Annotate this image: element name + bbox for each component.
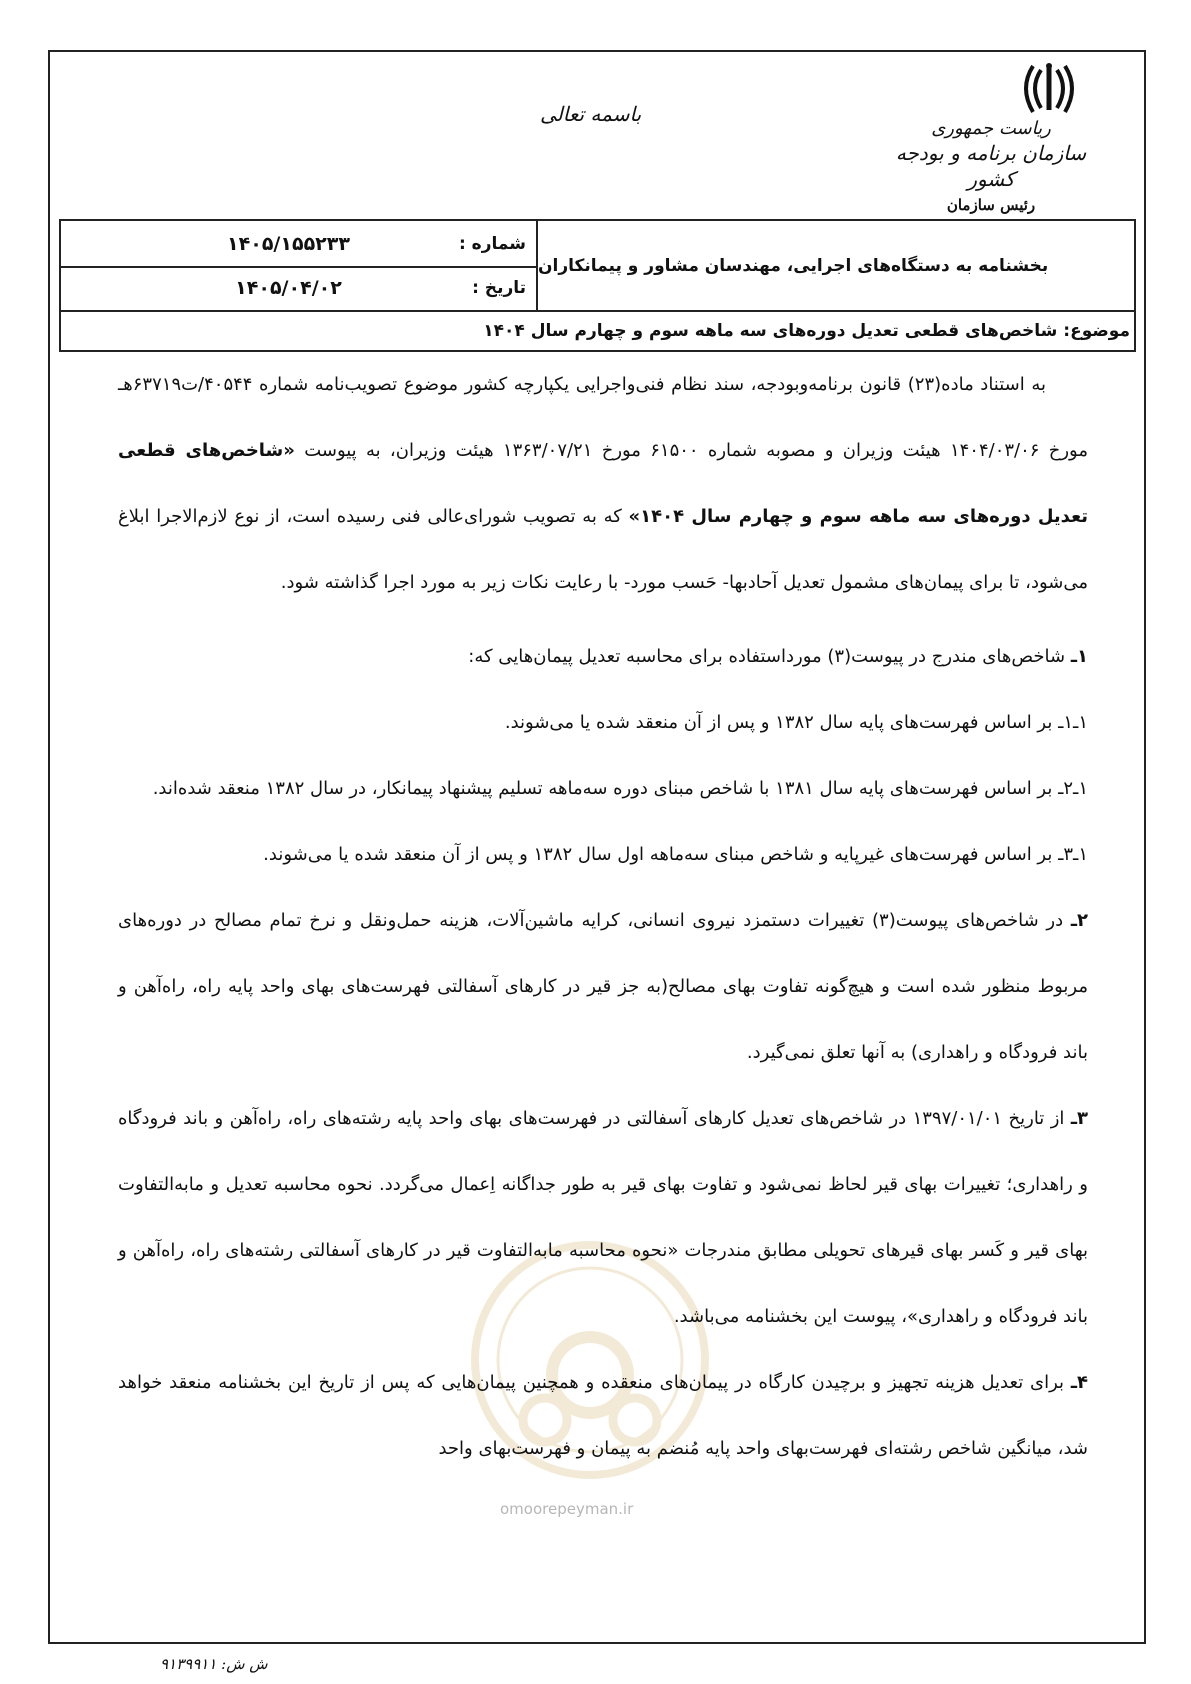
- org-line-presidency: ریاست جمهوری: [931, 118, 1051, 139]
- watermark-site: omoorepeyman.ir: [500, 1500, 634, 1518]
- item-1-1: ۱ـ۱ـ بر اساس فهرست‌های پایه سال ۱۳۸۲ و پس از آن منعقد شده یا می‌شوند.: [504, 712, 1088, 733]
- item-2-text: در شاخص‌های پیوست(۳) تغییرات دستمزد نیروی انسانی، کرایه ماشین‌آلات، هزینه حمل‌ونقل و نرخ تمام مصالح در دوره‌های مربوط منظور شده است و هیچ‌گونه تفاوت بهای مصالح(به جز قیر در کارهای آسفالتی فهرست‌های بهای واحد پایه راه، راه‌آهن و باند فرودگاه و راهداری) به آنها تعلق نمی‌گیرد.: [118, 910, 1088, 1063]
- item-3-text: از تاریخ ۱۳۹۷/۰۱/۰۱ در شاخص‌های تعدیل کارهای آسفالتی در فهرست‌های بهای واحد پایه رشته‌های راه، راه‌آهن و باند فرودگاه و راهداری؛ تغییرات بهای قیر لحاظ نمی‌شود و تفاوت بهای قیر به طور جداگانه اِعمال می‌گردد. نحوه محاسبه تعدیل و مابه‌التفاوت بهای قیر و کَسر بهای قیرهای تحویلی مطابق مندرجات «نحوه محاسبه مابه‌التفاوت قیر در کارهای آسفالتی رشته‌های راه، راه‌آهن و باند فرودگاه و راهداری»، پیوست این بخشنامه می‌باشد.: [118, 1108, 1088, 1327]
- iran-emblem-icon: [1019, 60, 1079, 116]
- item-2-number: ۲ـ: [1070, 910, 1088, 931]
- invocation: باسمه تعالی: [540, 102, 642, 126]
- org-line-head: رئیس سازمان: [946, 196, 1036, 214]
- intro-text-bold: «شاخص‌های قطعی تعدیل دوره‌های سه ماهه سوم و چهارم سال ۱۴۰۴»: [118, 440, 1088, 527]
- org-line-budget-org: سازمان برنامه و بودجه کشور: [895, 141, 1087, 191]
- organization-block: [891, 118, 1091, 218]
- item-1-2: ۱ـ۲ـ بر اساس فهرست‌های پایه سال ۱۳۸۱ با شاخص مبنای دوره سه‌ماهه تسلیم پیشنهاد پیمانکار، در سال ۱۳۸۲ منعقد شده‌اند.: [152, 778, 1088, 799]
- date-row: [61, 266, 536, 310]
- number-row: [61, 221, 536, 268]
- item-4: [118, 1350, 1088, 1482]
- number-value: ۱۴۰۵/۱۵۵۲۳۳: [227, 232, 350, 255]
- footer-serial: ش ش: ۹۱۳۹۹۱۱: [160, 1655, 268, 1673]
- header-table: [59, 219, 1136, 312]
- date-label: تاریخ :: [472, 278, 526, 298]
- intro-text-a: به استناد ماده(۲۳) قانون برنامه‌وبودجه، سند نظام فنی‌واجرایی یکپارچه کشور موضوع تصویب‌نامه شماره ۴۰۵۴۴/ت۶۳۷۱۹هـ مورخ ۱۴۰۴/۰۳/۰۶ هیئت وزیران و مصوبه شماره ۶۱۵۰۰ مورخ ۱۳۶۳/۰۷/۲۱ هیئت وزیران، به پیوست: [118, 374, 1088, 461]
- intro-paragraph: [118, 352, 1088, 616]
- date-value: ۱۴۰۵/۰۴/۰۲: [235, 277, 342, 299]
- item-3: [118, 1086, 1088, 1350]
- item-2: [118, 888, 1088, 1086]
- circular-body: [118, 352, 1088, 1482]
- item-4-number: ۴ـ: [1070, 1372, 1088, 1393]
- item-1-text: شاخص‌های مندرج در پیوست(۳) مورداستفاده برای محاسبه تعدیل پیمان‌هایی که:: [468, 646, 1066, 667]
- circular-title: بخشنامه به دستگاه‌های اجرایی، مهندسان مشاور و پیمانکاران: [536, 221, 1134, 310]
- subject-line: موضوع: شاخص‌های قطعی تعدیل دوره‌های سه ماهه سوم و چهارم سال ۱۴۰۴: [59, 312, 1136, 352]
- item-1: [118, 624, 1088, 690]
- item-4-text: برای تعدیل هزینه تجهیز و برچیدن کارگاه در پیمان‌های منعقده و همچنین پیمان‌هایی که پس از تاریخ این بخشنامه منعقد خواهد شد، میانگین شاخص رشته‌ای فهرست‌بهای واحد پایه مُنضم به پیمان و فهرست‌بهای واحد: [118, 1372, 1088, 1459]
- number-label: شماره :: [458, 233, 526, 254]
- intro-text-b: که به تصویب شورای‌عالی فنی رسیده است، از نوع لازم‌الاجرا ابلاغ می‌شود، تا برای پیمان‌های مشمول تعدیل آحادبها- حَسب مورد- با رعایت نکات زیر به مورد اجرا گذاشته شود.: [118, 506, 1088, 593]
- item-3-number: ۳ـ: [1070, 1108, 1088, 1129]
- item-1-3: ۱ـ۳ـ بر اساس فهرست‌های غیرپایه و شاخص مبنای سه‌ماهه اول سال ۱۳۸۲ و پس از آن منعقد شده یا می‌شوند.: [263, 844, 1088, 865]
- item-1-number: ۱ـ: [1070, 646, 1088, 667]
